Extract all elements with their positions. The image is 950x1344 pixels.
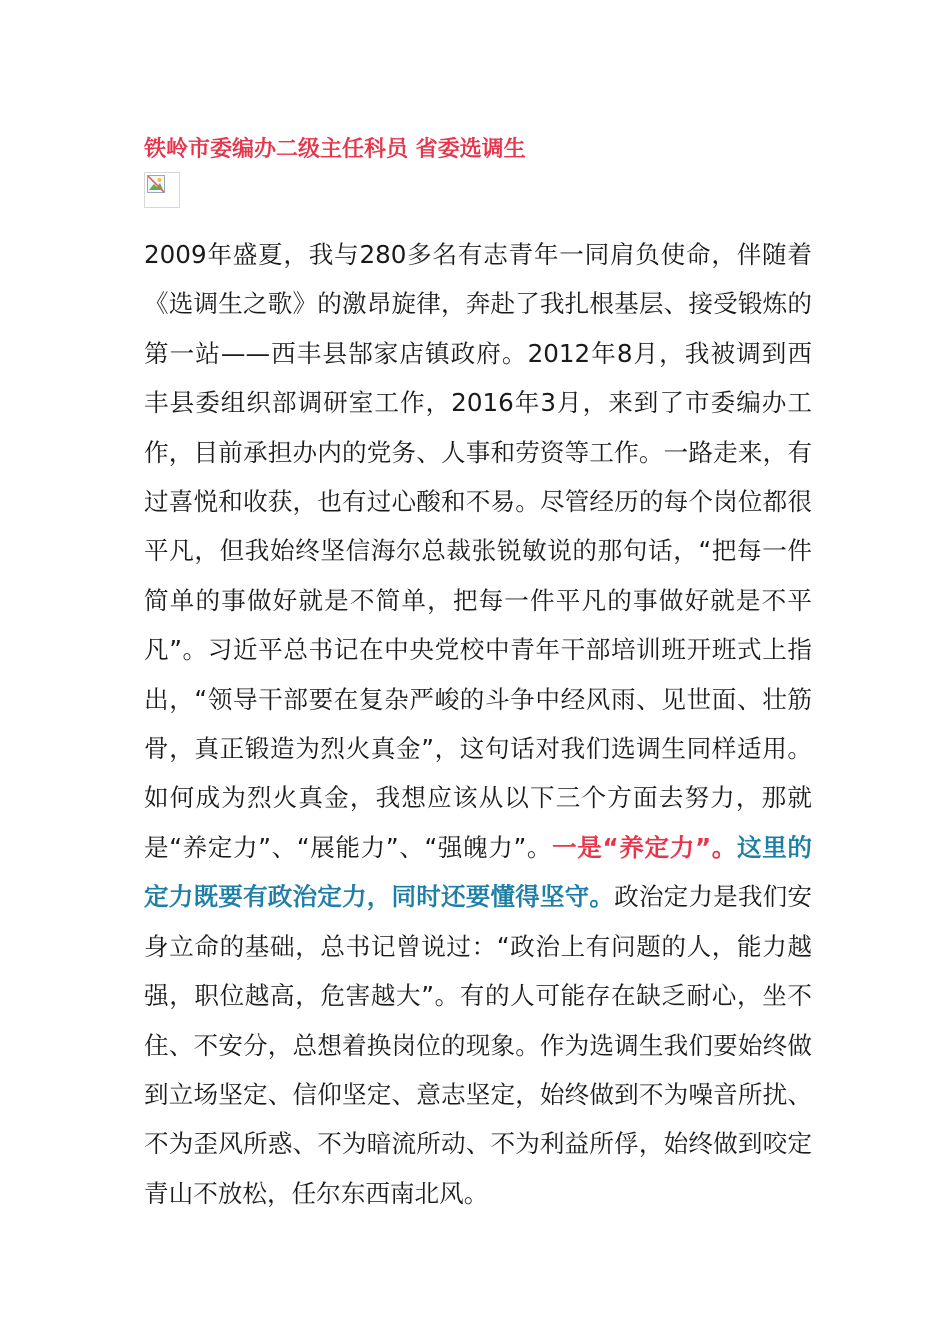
document-page xyxy=(144,130,812,1218)
author-subtitle: 铁岭市委编办二级主任科员 省委选调生 xyxy=(144,137,526,162)
point-one-summary: 这里的定力既要有政治定力，同时还要懂得坚守。 xyxy=(144,832,813,912)
point-one-body: 政治定力是我们安身立命的基础，总书记曾说过：“政治上有问题的人，能力越强，职位越高，危害越大”。有的人可能存在缺乏耐心，坐不住、不安分，总想着换岗位的现象。作为选调生我们要始终做到立场坚定、信仰坚定、意志坚定，始终做到不为噪音所扰、不为歪风所惑、不为暗流所动、不为利益所俘，始终做到咬定青山不放松，任尔东西南北风。 xyxy=(144,882,812,1208)
body-paragraph xyxy=(144,230,812,1218)
broken-image-icon xyxy=(144,172,180,208)
intro-text: 2009年盛夏，我与280多名有志青年一同肩负使命，伴随着《选调生之歌》的激昂旋律，奔赴了我扎根基层、接受锻炼的第一站——西丰县郜家店镇政府。2012年8月，我被调到西丰县委组织部调研室工作，2016年3月，来到了市委编办工作，目前承担办内的党务、人事和劳资等工作。一路走来，有过喜悦和收获，也有过心酸和不易。尽管经历的每个岗位都很平凡，但我始终坚信海尔总裁张锐敏说的那句话，“把每一件简单的事做好就是不简单，把每一件平凡的事做好就是不平凡”。习近平总书记在中央党校中青年干部培训班开班式上指出，“领导干部要在复杂严峻的斗争中经风雨、见世面、壮筋骨，真正锻造为烈火真金”，这句话对我们选调生同样适用。如何成为烈火真金，我想应该从以下三个方面去努力，那就是“养定力”、“展能力”、“强魄力”。 xyxy=(144,240,812,862)
point-one-heading: 一是“养定力”。 xyxy=(552,832,737,862)
